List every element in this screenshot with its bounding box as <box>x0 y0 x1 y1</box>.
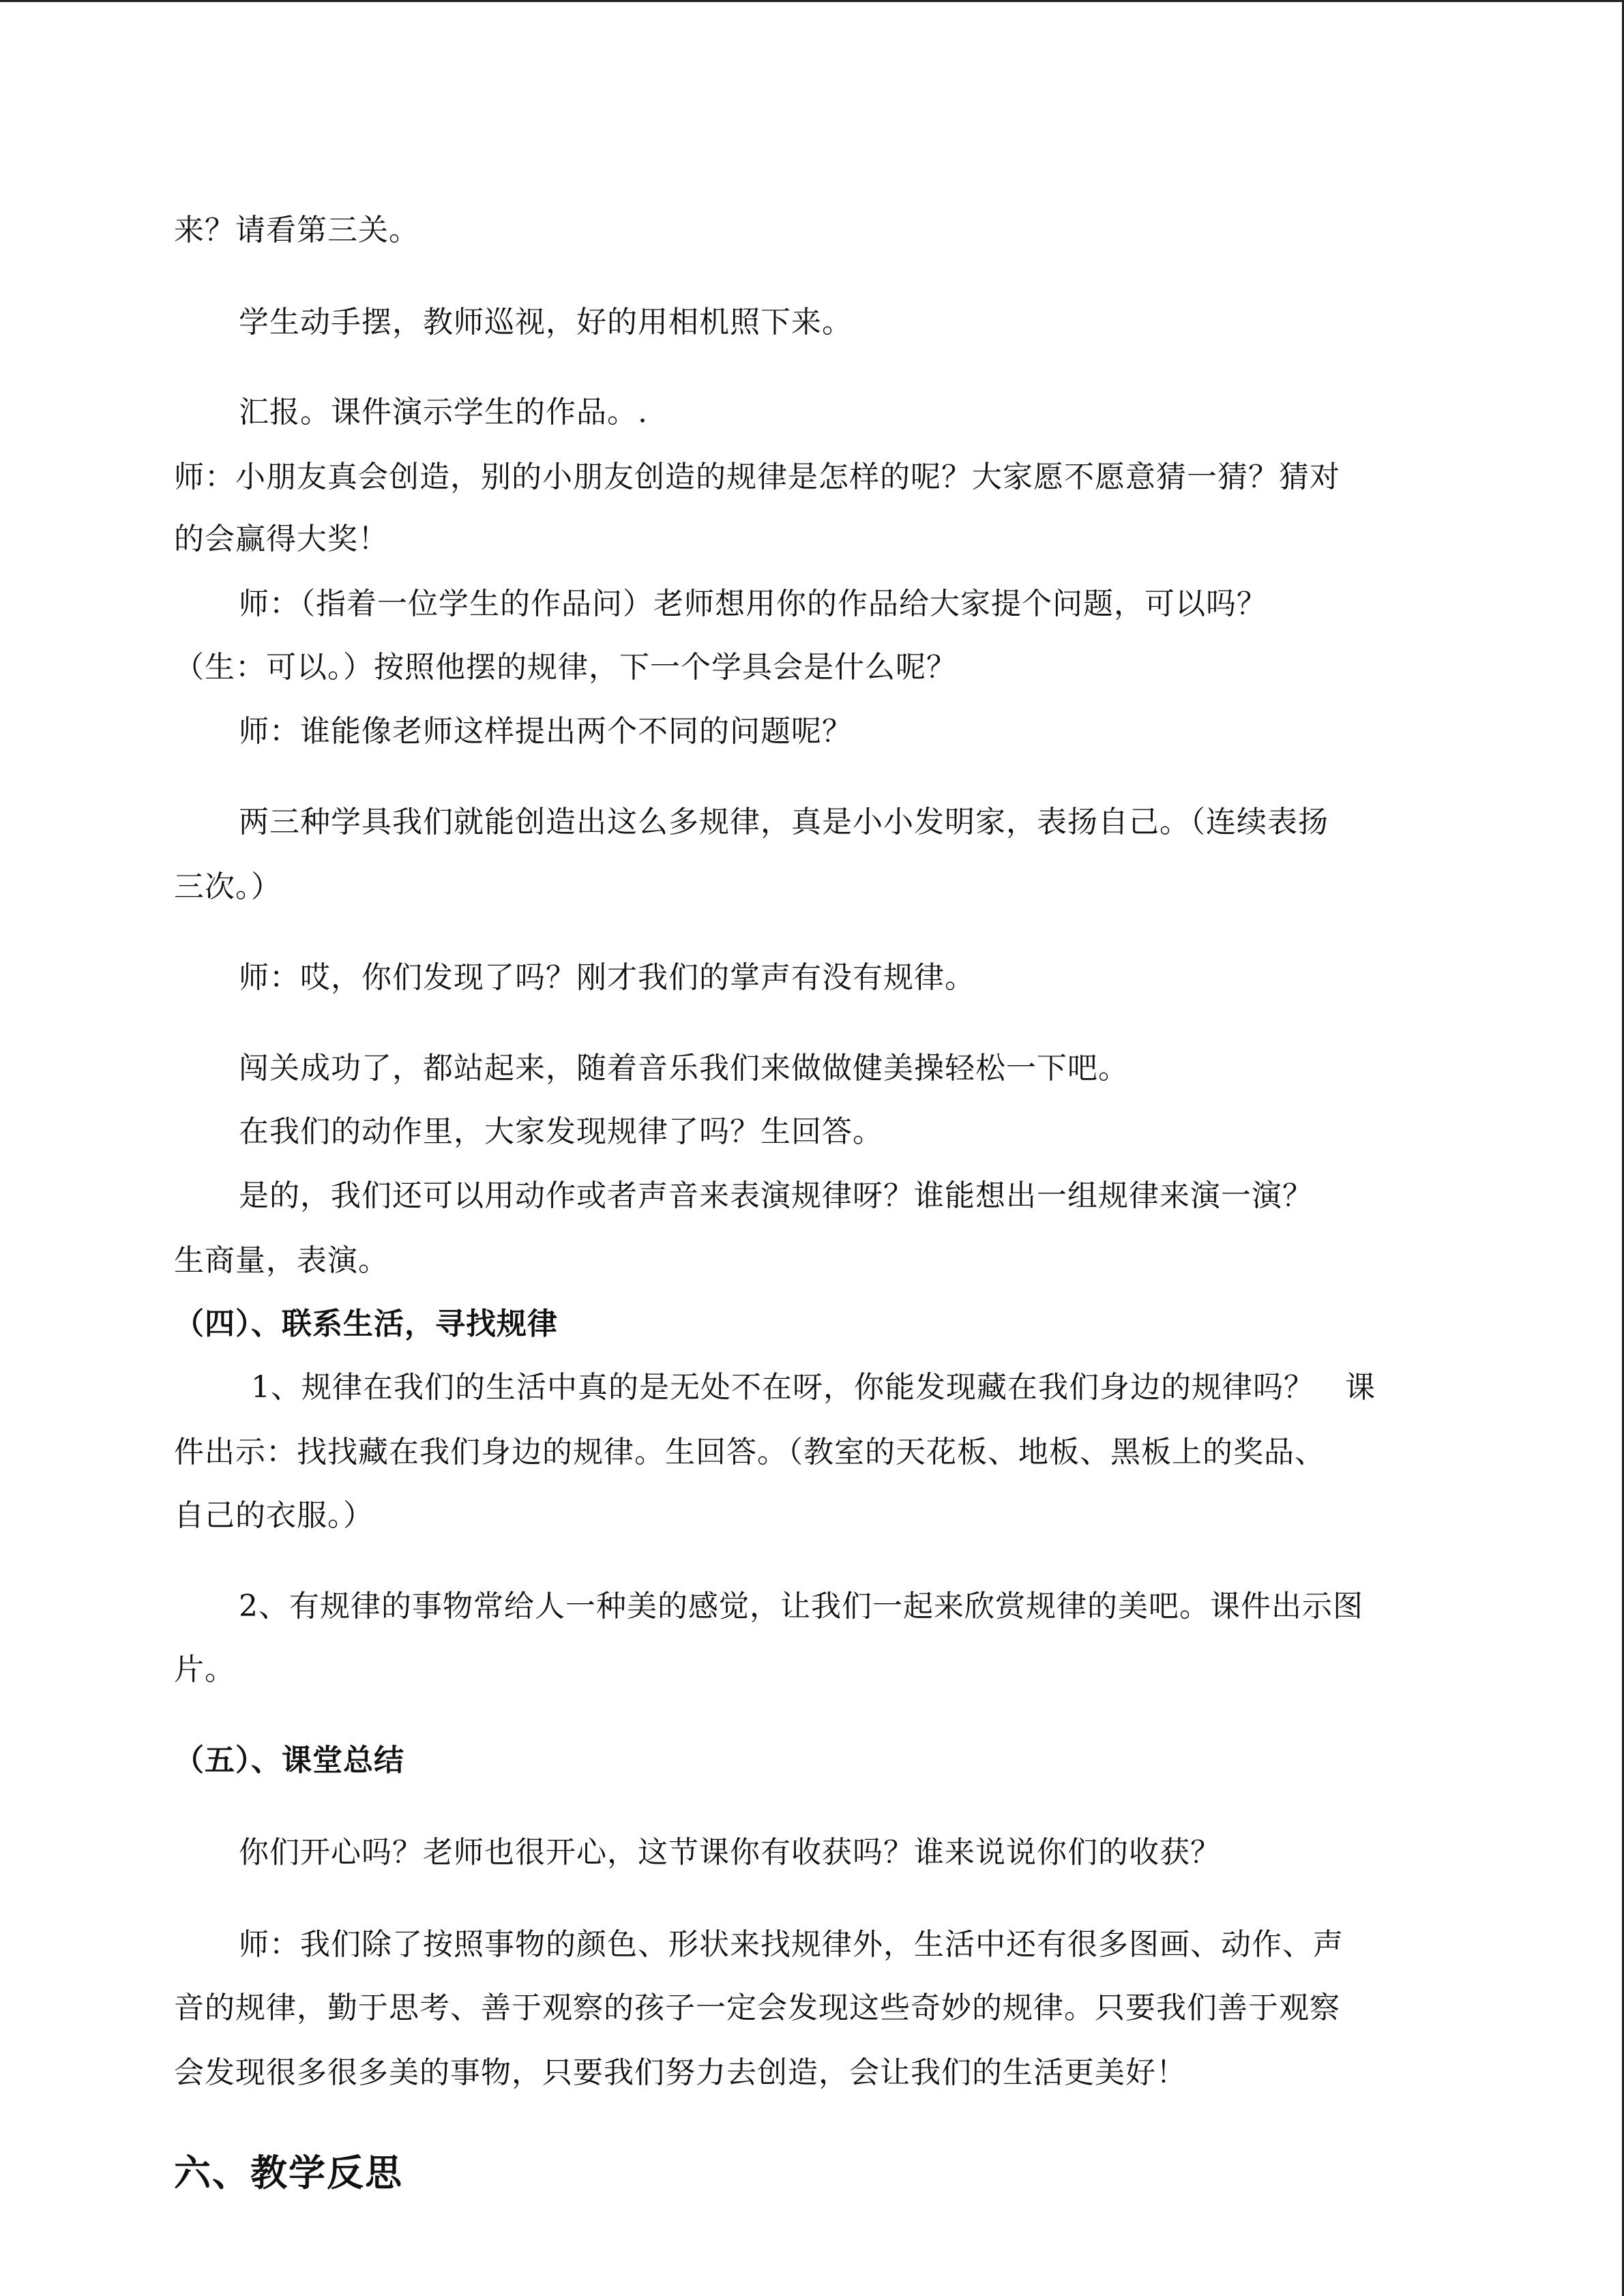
paragraph-line: 的会赢得大奖！ <box>174 522 389 556</box>
paragraph-line: 你们开心吗？老师也很开心，这节课你有收获吗？谁来说说你们的收获？ <box>239 1835 1221 1870</box>
paragraph-line: （生：可以。）按照他摆的规律，下一个学具会是什么呢？ <box>174 650 957 685</box>
paragraph-line: 是的，我们还可以用动作或者声音来表演规律呀？谁能想出一组规律来演一演？ <box>239 1178 1313 1213</box>
section-heading-six: 六、教学反思 <box>174 2151 403 2194</box>
paragraph-line: 汇报。课件演示学生的作品。. <box>239 395 648 430</box>
paragraph-line: 师：我们除了按照事物的颜色、形状来找规律外，生活中还有很多图画、动作、声 <box>239 1927 1344 1962</box>
paragraph-line: 三次。） <box>174 869 282 904</box>
paragraph-line: 片。 <box>174 1652 235 1687</box>
paragraph-line: 音的规律，勤于思考、善于观察的孩子一定会发现这些奇妙的规律。只要我们善于观察 <box>174 1991 1340 2025</box>
section-heading-four: （四）、联系生活，寻找规律 <box>174 1307 558 1341</box>
section-heading-five: （五）、课堂总结 <box>174 1743 404 1778</box>
paragraph-line: 自己的衣服。） <box>174 1498 374 1533</box>
paragraph-line: 师：谁能像老师这样提出两个不同的问题呢？ <box>239 714 853 749</box>
paragraph-line: 1、规律在我们的生活中真的是无处不在呀，你能发现藏在我们身边的规律吗？ 课 <box>251 1370 1376 1405</box>
paragraph-line: 学生动手摆，教师巡视，好的用相机照下来。 <box>239 305 853 340</box>
paragraph-line: 闯关成功了，都站起来，随着音乐我们来做做健美操轻松一下吧。 <box>239 1051 1129 1086</box>
paragraph-line: 生商量，表演。 <box>174 1243 389 1278</box>
paragraph-line: 师：哎，你们发现了吗？刚才我们的掌声有没有规律。 <box>239 960 975 995</box>
paragraph-line: 在我们的动作里，大家发现规律了吗？生回答。 <box>239 1114 883 1149</box>
paragraph-line: 2、有规律的事物常给人一种美的感觉，让我们一起来欣赏规律的美吧。课件出示图 <box>239 1589 1363 1624</box>
paragraph-line: 师：（指着一位学生的作品问）老师想用你的作品给大家提个问题，可以吗？ <box>239 586 1267 621</box>
paragraph-line: 件出示：找找藏在我们身边的规律。生回答。（教室的天花板、地板、黑板上的奖品、 <box>174 1435 1325 1470</box>
paragraph-line: 两三种学具我们就能创造出这么多规律，真是小小发明家，表扬自己。（连续表扬 <box>239 805 1329 839</box>
paragraph-line: 来？请看第三关。 <box>174 213 419 248</box>
paragraph-line: 师：小朋友真会创造，别的小朋友创造的规律是怎样的呢？大家愿不愿意猜一猜？猜对 <box>174 460 1340 494</box>
paragraph-line: 会发现很多很多美的事物，只要我们努力去创造，会让我们的生活更美好！ <box>174 2055 1187 2090</box>
